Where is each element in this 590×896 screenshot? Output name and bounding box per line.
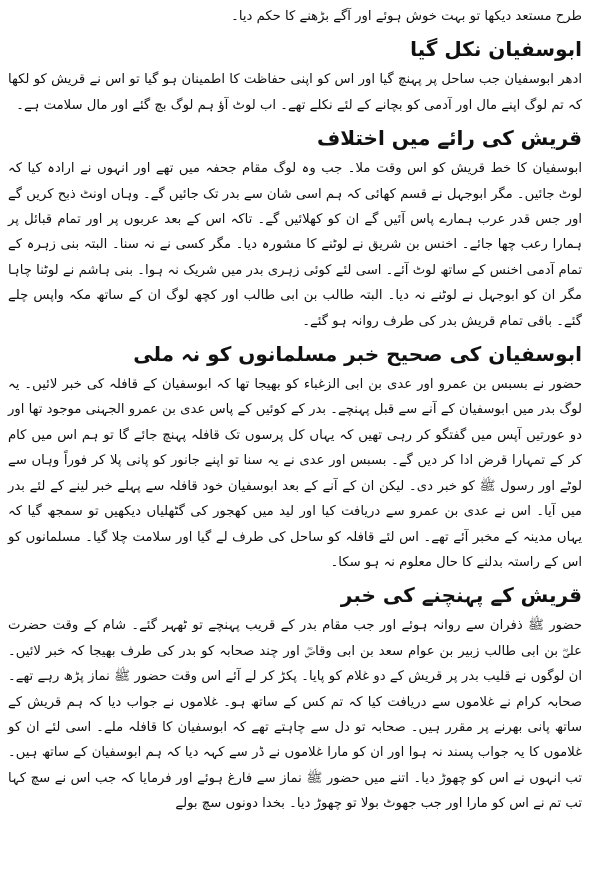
section-heading-quraysh-disagreement: قریش کی رائے میں اختلاف — [316, 126, 582, 151]
paragraph-quraysh-arrival-news: حضور ﷺ ذفران سے روانہ ہوئے اور جب مقام بدر کے قریب پہنچے تو ٹھہر گئے۔ شام کے وقت حضرت علیؓ بن ابی طالب زبیر بن عوام سعد بن ابی وقاصؓ اور چند صحابہ کو بدر کی طرف بھیجا کہ خبر لائیں۔ ان لوگوں نے قلیب بدر پر قریش کے دو غلام کو پایا۔ پکڑ کر لے آئے اس وقت حضور ﷺ نماز پڑھ رہے تھے۔ صحابہ کرام نے غلاموں سے دریافت کیا کہ تم کس کے ساتھ ہو۔ غلاموں نے جواب دیا کہ ہم قریش کے ساتھ پانی بھرنے پر مقرر ہیں۔ صحابہ تو دل سے چاہتے تھے کہ ابوسفیان کا قافلہ ملے۔ اسی لئے ان کو غلاموں کا یہ جواب پسند نہ ہوا اور ان کو مارا غلاموں نے ڈر سے کہہ دیا کہ ہم ابوسفیان کے ساتھ ہیں۔ تب انہوں نے اس کو چھوڑ دیا۔ اتنے میں حضور ﷺ نماز سے فارغ ہوئے اور فرمایا کہ جب اس نے سچ کہا تب تم نے اس کو مارا اور جب جھوٹ بولا تو چھوڑ دیا۔ بخدا دونوں سچ بولے — [8, 618, 582, 812]
paragraph-quraysh-disagreement: ابوسفیان کا خط قریش کو اس وقت ملا۔ جب وہ لوگ مقام جحفہ میں تھے اور انہوں نے ارادہ کیا کہ لوٹ جائیں۔ مگر ابوجہل نے قسم کھائی کہ ہم اسی شان سے بدر تک جائیں گے۔ وہاں اونٹ ذبح کریں گے اور جس قدر عرب ہمارے پاس آئیں گے ان کو کھلائیں گے۔ تاکہ اس کے بعد عربوں پر اور تمام قبائل پر ہمارا رعب چھا جائے۔ اخنس بن شریق نے لوٹنے کا مشورہ دیا۔ مگر کسی نے نہ سنا۔ البتہ بنی زہرہ کے تمام آدمی اخنس کے ساتھ لوٹ آئے۔ اسی لئے کوئی زہری بدر میں شریک نہ ہوا۔ بنی ہاشم نے لوٹنا چاہا مگر ان کو ابوجہل نے لوٹنے نہ دیا۔ البتہ طالب بن ابی طالب اور کچھ لوگ ان کے ساتھ مکہ واپس چلے گئے۔ باقی تمام قریش بدر کی طرف روانہ ہو گئے۔ — [8, 161, 582, 329]
section-heading-abu-sufyan-escaped: ابوسفیان نکل گیا — [410, 37, 582, 62]
opening-paragraph: طرح مستعد دیکھا تو بہت خوش ہوئے اور آگے بڑھنے کا حکم دیا۔ — [231, 9, 582, 24]
paragraph-abu-sufyan-escaped: ادھر ابوسفیان جب ساحل پر پہنچ گیا اور اس کو اپنی حفاظت کا اطمینان ہو گیا تو اس نے قریش کو لکھا کہ تم لوگ اپنے مال اور آدمی کو بچانے کے لئے نکلے تھے۔ اب لوٹ آؤ ہم لوگ بچ گئے اور مال سلامت ہے۔ — [8, 72, 582, 113]
section-heading-quraysh-arrival-news: قریش کے پہنچنے کی خبر — [340, 583, 582, 608]
section-heading-muslims-news: ابوسفیان کی صحیح خبر مسلمانوں کو نہ ملی — [133, 342, 582, 367]
paragraph-muslims-news: حضور نے بسبس بن عمرو اور عدی بن ابی الزغباء کو بھیجا تھا کہ ابوسفیان کے قافلہ کی خبر لائیں۔ یہ لوگ بدر میں ابوسفیان کے آنے سے قبل پہنچے۔ بدر کے کوئیں کے پاس عدی بن عمرو الجہنی موجود تھا اور دو عورتیں آپس میں گفتگو کر رہی تھیں کہ یہاں کل پرسوں تک قافلہ پہنچ جائے گا تو ہم اس میں کام کر کے تمہارا قرض ادا کر دیں گے۔ بسبس اور عدی نے یہ سنا تو اپنے جانور کو پانی پلا کر فوراً وہاں سے لوٹے اور رسول ﷺ کو خبر دی۔ لیکن ان کے آنے کے بعد ابوسفیان خود قافلہ سے پہلے خبر لینے کے لئے بدر میں آیا۔ اس نے عدی بن عمرو سے دریافت کیا اور لید میں کھجور کی گٹھلیاں دیکھیں تو سمجھ گیا کہ یہاں مدینہ کے مخبر آئے تھے۔ اس لئے قافلہ کو ساحل کی طرف لے گیا اور سلامت چلا گیا۔ مسلمانوں کو اس کے راستہ بدلنے کا حال معلوم نہ ہو سکا۔ — [8, 377, 582, 570]
